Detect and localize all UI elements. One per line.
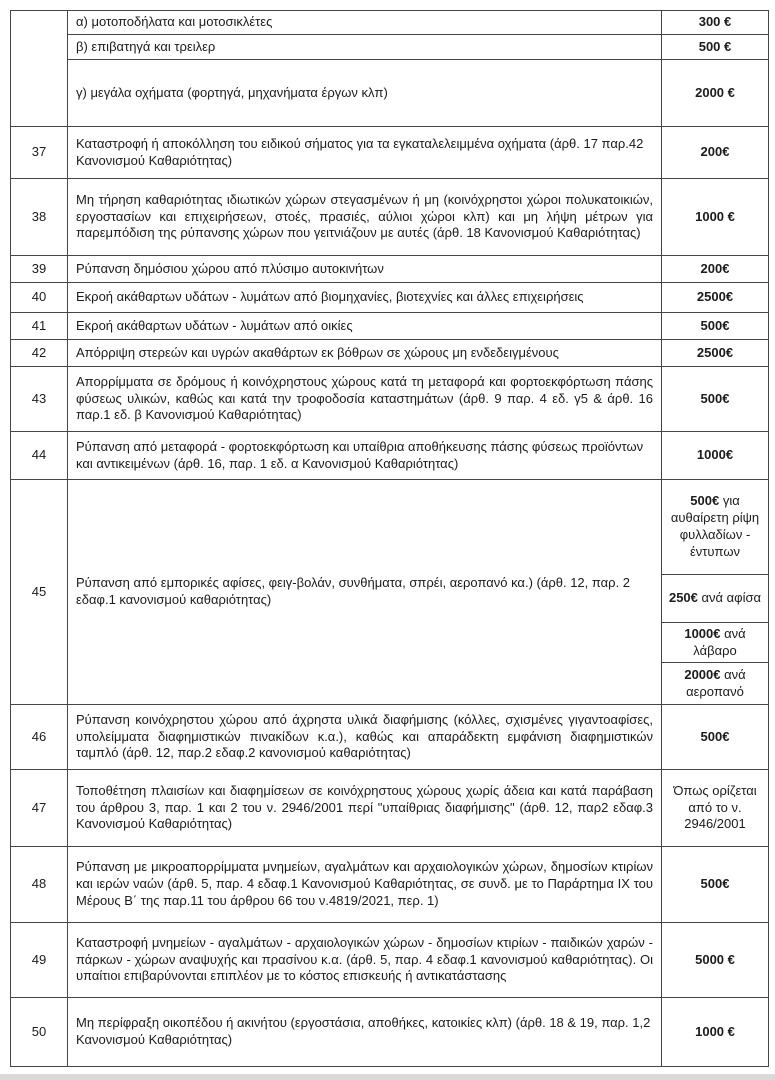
row-fine-cell: 1000€ bbox=[662, 432, 769, 480]
row-number-cell: 38 bbox=[11, 179, 68, 256]
table-row-37 bbox=[11, 127, 769, 179]
row-number-cell: 48 bbox=[11, 847, 68, 923]
row-fine-cell bbox=[662, 623, 769, 663]
row-fine-cell bbox=[662, 575, 769, 623]
table-row-40 bbox=[11, 283, 769, 313]
row-number-cell: 42 bbox=[11, 340, 68, 367]
row-number-cell: 43 bbox=[11, 367, 68, 432]
row-description-cell: Μη τήρηση καθαριότητας ιδιωτικών χώρων στεγασμένων ή μη (κοινόχρηστοι χώροι πολυκατοικιών, εργοστασίων και επιχειρήσεων, στοές, πρασιές, αύλιοι χώροι κλπ) και μη λήψη μέτρων για παρεμπόδιση της ρύπανσης χώρων που γειτνιάζουν με αυτές (άρθ. 18 Κανονισμού Καθαριότητας) bbox=[68, 179, 662, 256]
table-row-vehicle-a bbox=[11, 11, 769, 35]
row-fine-cell: 1000 € bbox=[662, 998, 769, 1067]
row-number-cell: 39 bbox=[11, 256, 68, 283]
row-number-cell: 46 bbox=[11, 705, 68, 770]
table-row-50 bbox=[11, 998, 769, 1067]
row-description-cell: Καταστροφή μνημείων - αγαλμάτων - αρχαιολογικών χώρων - δημοσίων κτιρίων - παιδικών χαρών - πάρκων - χώρων αναψυχής και πρασίνου κ.α. (άρθ. 5, παρ. 4 εδαφ.1 κανονισμού καθαριότητας). Οι υπαίτιοι επιβαρύνονται επιπλέον με το κόστος επισκευής ή αντικατάστασης bbox=[68, 923, 662, 998]
row-number-cell: 50 bbox=[11, 998, 68, 1067]
row-number-cell: 41 bbox=[11, 313, 68, 340]
table-row-38 bbox=[11, 179, 769, 256]
row-number-cell: 37 bbox=[11, 127, 68, 179]
row-fine-cell: Όπως ορίζεται από το ν. 2946/2001 bbox=[662, 770, 769, 847]
row-fine-cell: 5000 € bbox=[662, 923, 769, 998]
fine-note: ανά αεροπανό bbox=[686, 666, 746, 699]
row-number-cell bbox=[11, 11, 68, 127]
row-description-cell: Απόρριψη στερεών και υγρών ακαθάρτων εκ βόθρων σε χώρους μη ενδεδειγμένους bbox=[68, 340, 662, 367]
row-description-cell: Ρύπανση από μεταφορά - φορτοεκφόρτωση και υπαίθρια αποθήκευσης πάσης φύσεως προϊόντων και αντικειμένων (άρθ. 16, παρ. 1 εδ. α Κανονισμού Καθαριότητας) bbox=[68, 432, 662, 480]
fine-note: ανά λάβαρο bbox=[693, 625, 746, 658]
fine-amount: 1000€ bbox=[684, 625, 721, 641]
table-row-48 bbox=[11, 847, 769, 923]
row-number-cell: 49 bbox=[11, 923, 68, 998]
row-description-cell: Ρύπανση με μικροαπορρίμματα μνημείων, αγαλμάτων και αρχαιολογικών χώρων, δημοσίων κτιρίων και ιερών ναών (άρθ. 5, παρ. 4 εδαφ.1 Κανονισμού Καθαριότητας, σε συνδ. με το Παράρτημα IX του Μέρους Β΄ της παρ.11 του άρθρου 66 του ν.4819/2021, περ. 1) bbox=[68, 847, 662, 923]
row-description-cell: Ρύπανση από εμπορικές αφίσες, φειγ-βολάν, συνθήματα, σπρέι, αεροπανό κα.) (άρθ. 12, παρ. 2 εδαφ.1 κανονισμού καθαριότητας) bbox=[68, 480, 662, 705]
table-row-vehicle-b bbox=[11, 35, 769, 60]
row-description-cell: Καταστροφή ή αποκόλληση του ειδικού σήματος για τα εγκαταλελειμμένα οχήματα (άρθ. 17 παρ.42 Κανονισμού Καθαριότητας) bbox=[68, 127, 662, 179]
row-description-cell: Εκροή ακάθαρτων υδάτων - λυμάτων από οικίες bbox=[68, 313, 662, 340]
table-row-45 bbox=[11, 480, 769, 575]
row-fine-cell bbox=[662, 663, 769, 705]
row-description-cell: Τοποθέτηση πλαισίων και διαφημίσεων σε κοινόχρηστους χώρους χωρίς άδεια και κατά παράβαση του άρθρου 3, παρ. 1 και 2 του ν. 2946/2001 περί "υπαίθριας διαφήμισης" (άρθ. 12, παρ2 εδαφ.3 Κανονισμού Καθαριότητας) bbox=[68, 770, 662, 847]
table-row-43 bbox=[11, 367, 769, 432]
row-fine-cell: 500 € bbox=[662, 35, 769, 60]
fine-amount: 2000€ bbox=[684, 666, 721, 682]
page-edge-shadow bbox=[0, 1074, 775, 1080]
document-page bbox=[10, 10, 769, 1067]
table-row-39 bbox=[11, 256, 769, 283]
row-description-cell: α) μοτοποδήλατα και μοτοσικλέτες bbox=[68, 11, 662, 35]
table-row-vehicle-c bbox=[11, 60, 769, 127]
row-fine-cell: 500€ bbox=[662, 847, 769, 923]
row-number-cell: 47 bbox=[11, 770, 68, 847]
row-fine-cell: 500€ bbox=[662, 313, 769, 340]
row-fine-cell: 300 € bbox=[662, 11, 769, 35]
row-description-cell: β) επιβατηγά και τρειλερ bbox=[68, 35, 662, 60]
row-description-cell: Απορρίμματα σε δρόμους ή κοινόχρηστους χώρους κατά τη μεταφορά και φορτοεκφόρτωση πάσης φύσεως υλικών, καθώς και κατά την τροφοδοσία καταστημάτων (άρθ. 9 παρ. 4 εδ. γ5 & άρθ. 16 παρ.1 εδ. β Κανονισμού Καθαριότητας) bbox=[68, 367, 662, 432]
row-description-cell: Μη περίφραξη οικοπέδου ή ακινήτου (εργοστάσια, αποθήκες, κατοικίες κλπ) (άρθ. 18 & 19, παρ. 1,2 Κανονισμού Καθαριότητας) bbox=[68, 998, 662, 1067]
table-row-44 bbox=[11, 432, 769, 480]
table-row-46 bbox=[11, 705, 769, 770]
row-fine-cell bbox=[662, 480, 769, 575]
row-fine-cell: 2500€ bbox=[662, 340, 769, 367]
table-row-49 bbox=[11, 923, 769, 998]
row-description-cell: Ρύπανση κοινόχρηστου χώρου από άχρηστα υλικά διαφήμισης (κόλλες, σχισμένες γιγαντοαφίσες, υπολείμματα διαφημιστικών πινακίδων κ.α.), καθώς και απαράδεκτη εμφάνιση διαφημιστικών ταμπλό (άρθ. 12, παρ.2 εδαφ.2 κανονισμού καθαριότητας) bbox=[68, 705, 662, 770]
row-fine-cell: 500€ bbox=[662, 367, 769, 432]
row-fine-cell: 500€ bbox=[662, 705, 769, 770]
row-fine-cell: 2500€ bbox=[662, 283, 769, 313]
fines-table bbox=[10, 10, 769, 1067]
row-fine-cell: 1000 € bbox=[662, 179, 769, 256]
row-description-cell: Ρύπανση δημόσιου χώρου από πλύσιμο αυτοκινήτων bbox=[68, 256, 662, 283]
row-fine-cell: 200€ bbox=[662, 256, 769, 283]
row-number-cell: 40 bbox=[11, 283, 68, 313]
fine-note: για αυθαίρετη ρίψη φυλλαδίων - έντυπων bbox=[670, 493, 760, 559]
row-description-cell: Εκροή ακάθαρτων υδάτων - λυμάτων από βιομηχανίες, βιοτεχνίες και άλλες επιχειρήσεις bbox=[68, 283, 662, 313]
fine-amount: 500€ bbox=[690, 493, 720, 509]
row-number-cell: 45 bbox=[11, 480, 68, 705]
table-row-41 bbox=[11, 313, 769, 340]
table-row-42 bbox=[11, 340, 769, 367]
fine-note: ανά αφίσα bbox=[701, 590, 762, 606]
row-fine-cell: 2000 € bbox=[662, 60, 769, 127]
fine-amount: 250€ bbox=[668, 590, 698, 606]
row-number-cell: 44 bbox=[11, 432, 68, 480]
row-fine-cell: 200€ bbox=[662, 127, 769, 179]
row-description-cell: γ) μεγάλα οχήματα (φορτηγά, μηχανήματα έργων κλπ) bbox=[68, 60, 662, 127]
table-row-47 bbox=[11, 770, 769, 847]
